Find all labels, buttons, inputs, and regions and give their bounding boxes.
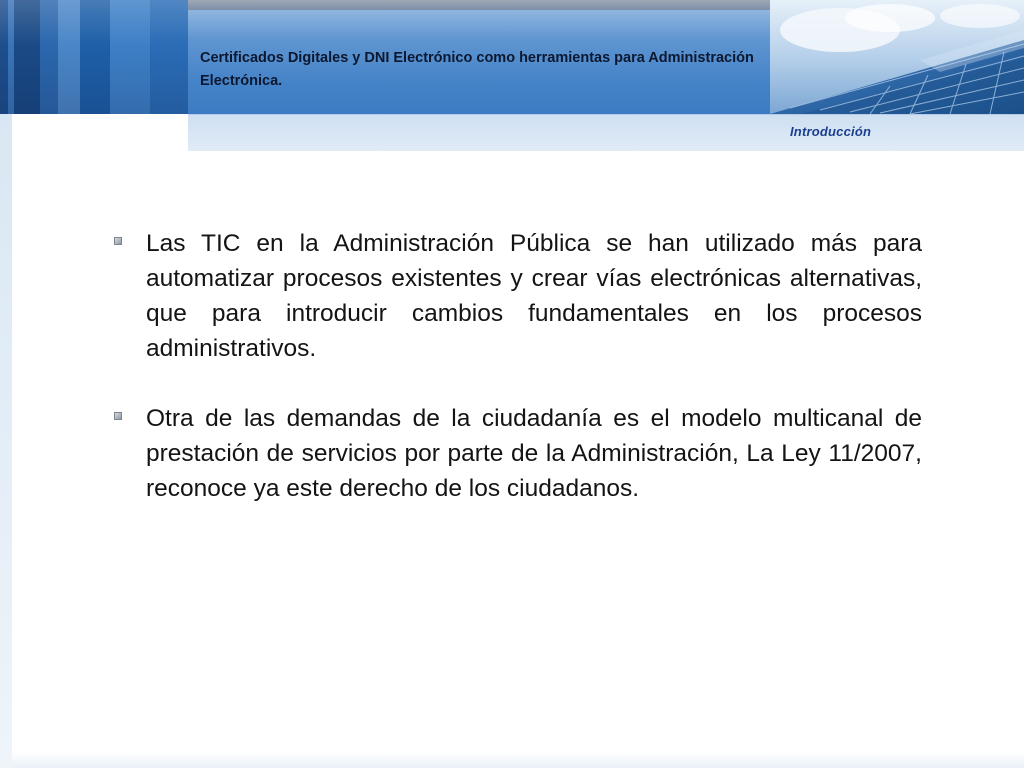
square-bullet-icon — [114, 412, 122, 420]
footer-strip — [12, 752, 1024, 768]
building-photo-graphic — [770, 0, 1024, 114]
header-top-sheen — [188, 0, 770, 10]
bullet-list — [110, 226, 922, 541]
bullet-item — [110, 401, 922, 506]
square-bullet-icon — [114, 237, 122, 245]
header-sub-band — [188, 114, 1024, 152]
bullet-text: Otra de las demandas de la ciudadanía es el modelo multicanal de prestación de servicios por parte de la Administración, La Ley 11/2007, reconoce ya este derecho de los ciudadanos. — [146, 405, 922, 502]
section-label: Introducción — [790, 124, 872, 139]
bullet-text: Las TIC en la Administración Pública se han utilizado más para automatizar procesos existentes y crear vías electrónicas alternativas, que para introducir cambios fundamentales en los procesos administrativos. — [146, 230, 922, 362]
slide-header-title: Certificados Digitales y DNI Electrónico como herramientas para Administración Electrónica. — [200, 50, 754, 89]
left-margin-band — [0, 114, 12, 768]
header-stripes-decoration — [0, 0, 188, 114]
bullet-item — [110, 226, 922, 366]
glass-building-photo — [770, 0, 1024, 114]
